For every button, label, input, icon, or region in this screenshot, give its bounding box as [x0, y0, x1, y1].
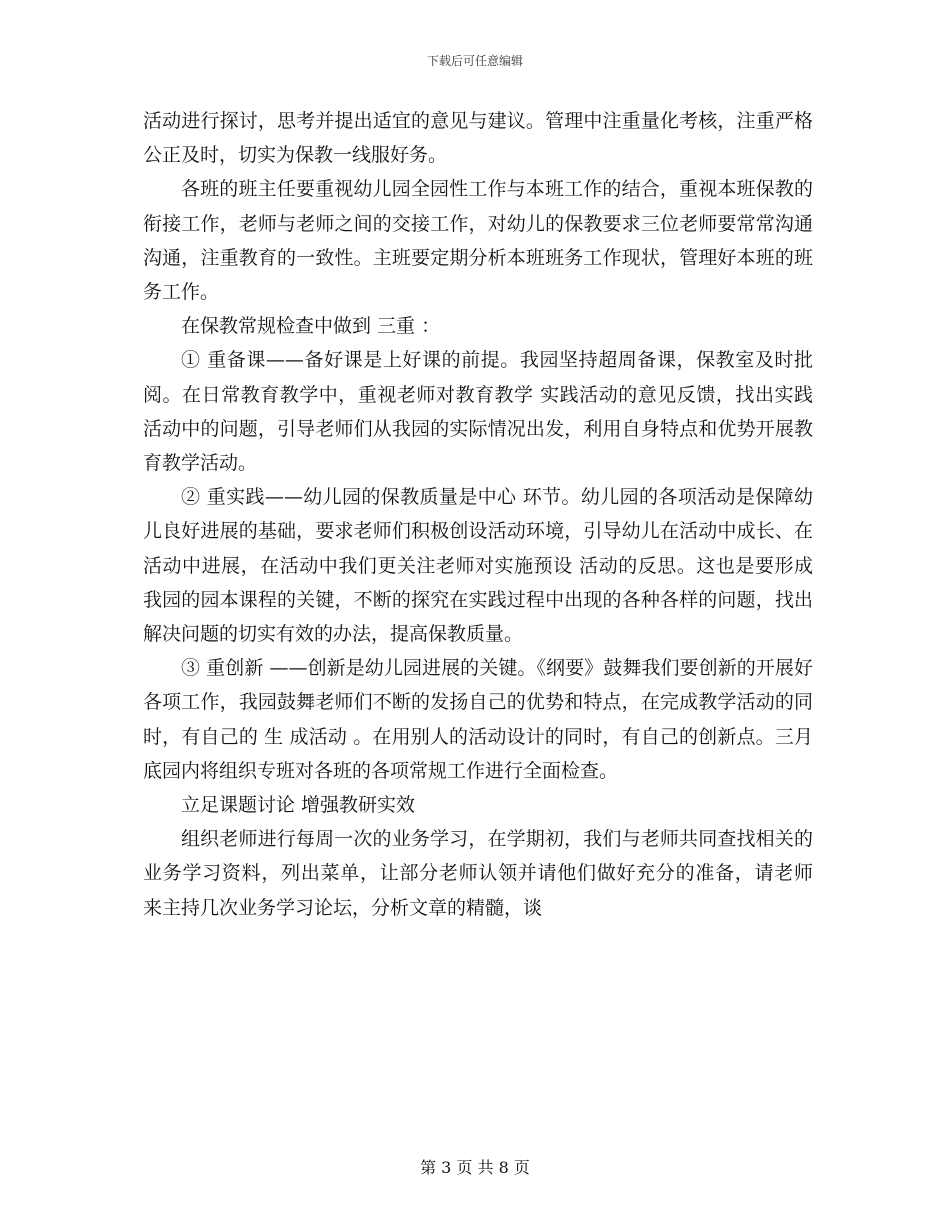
- section-heading: 立足课题讨论 增强教研实效: [181, 794, 416, 817]
- paragraph: 在保教常规检查中做到 三重 ：: [181, 315, 441, 338]
- paragraph: ① 重备课——备好课是上好课的前提。我园坚持超周备课，保教室及时批阅。在日常教育教学中，重视老师对教育教学 实践活动的意见反馈，找出实践活动中的问题，引导老师们从我园的实际情况出发，利用自身特点和优势开展教育教学活动。: [143, 349, 813, 475]
- paragraph: ③ 重创新 ——创新是幼儿园进展的关键。《纲要》鼓舞我们要创新的开展好各项工作，我园鼓舞老师们不断的发扬自己的优势和特点，在完成教学活动的同时，有自己的 生 成活动 。在用别人的活动设计的同时，有自己的创新点。三月底园内将组织专班对各班的各项常规工作进行全面检查。: [143, 657, 813, 782]
- paragraph: ② 重实践——幼儿园的保教质量是中心 环节。幼儿园的各项活动是保障幼儿良好进展的基础，要求老师们积极创设活动环境，引导幼儿在活动中成长、在活动中进展，在活动中我们更关注老师对实施预设 活动的反思。这也是要形成我园的园本课程的关键，不断的探究在实践过程中出现的各种各样的问题，找出解决问题的切实有效的办法，提高保教质量。: [143, 486, 813, 646]
- paragraph: 活动进行探讨，思考并提出适宜的意见与建议。管理中注重量化考核，注重严格公正及时，切实为保教一线服好务。: [143, 110, 813, 167]
- paragraph: 组织老师进行每周一次的业务学习，在学期初，我们与老师共同查找相关的业务学习资料，列出菜单，让部分老师认领并请他们做好充分的准备，请老师 来主持几次业务学习论坛，分析文章的精髓，谈: [143, 828, 813, 919]
- page-header: 下载后可任意编辑: [426, 54, 523, 68]
- paragraph: 各班的班主任要重视幼儿园全园性工作与本班工作的结合，重视本班保教的衔接工作，老师与老师之间的交接工作，对幼儿的保教要求三位老师要常常沟通沟通，注重教育的一致性。主班要定期分析本班班务工作现状，管理好本班的班务工作。: [143, 178, 813, 304]
- page-number: 第 3 页 共 8 页: [420, 1158, 530, 1177]
- document-body: [143, 104, 813, 925]
